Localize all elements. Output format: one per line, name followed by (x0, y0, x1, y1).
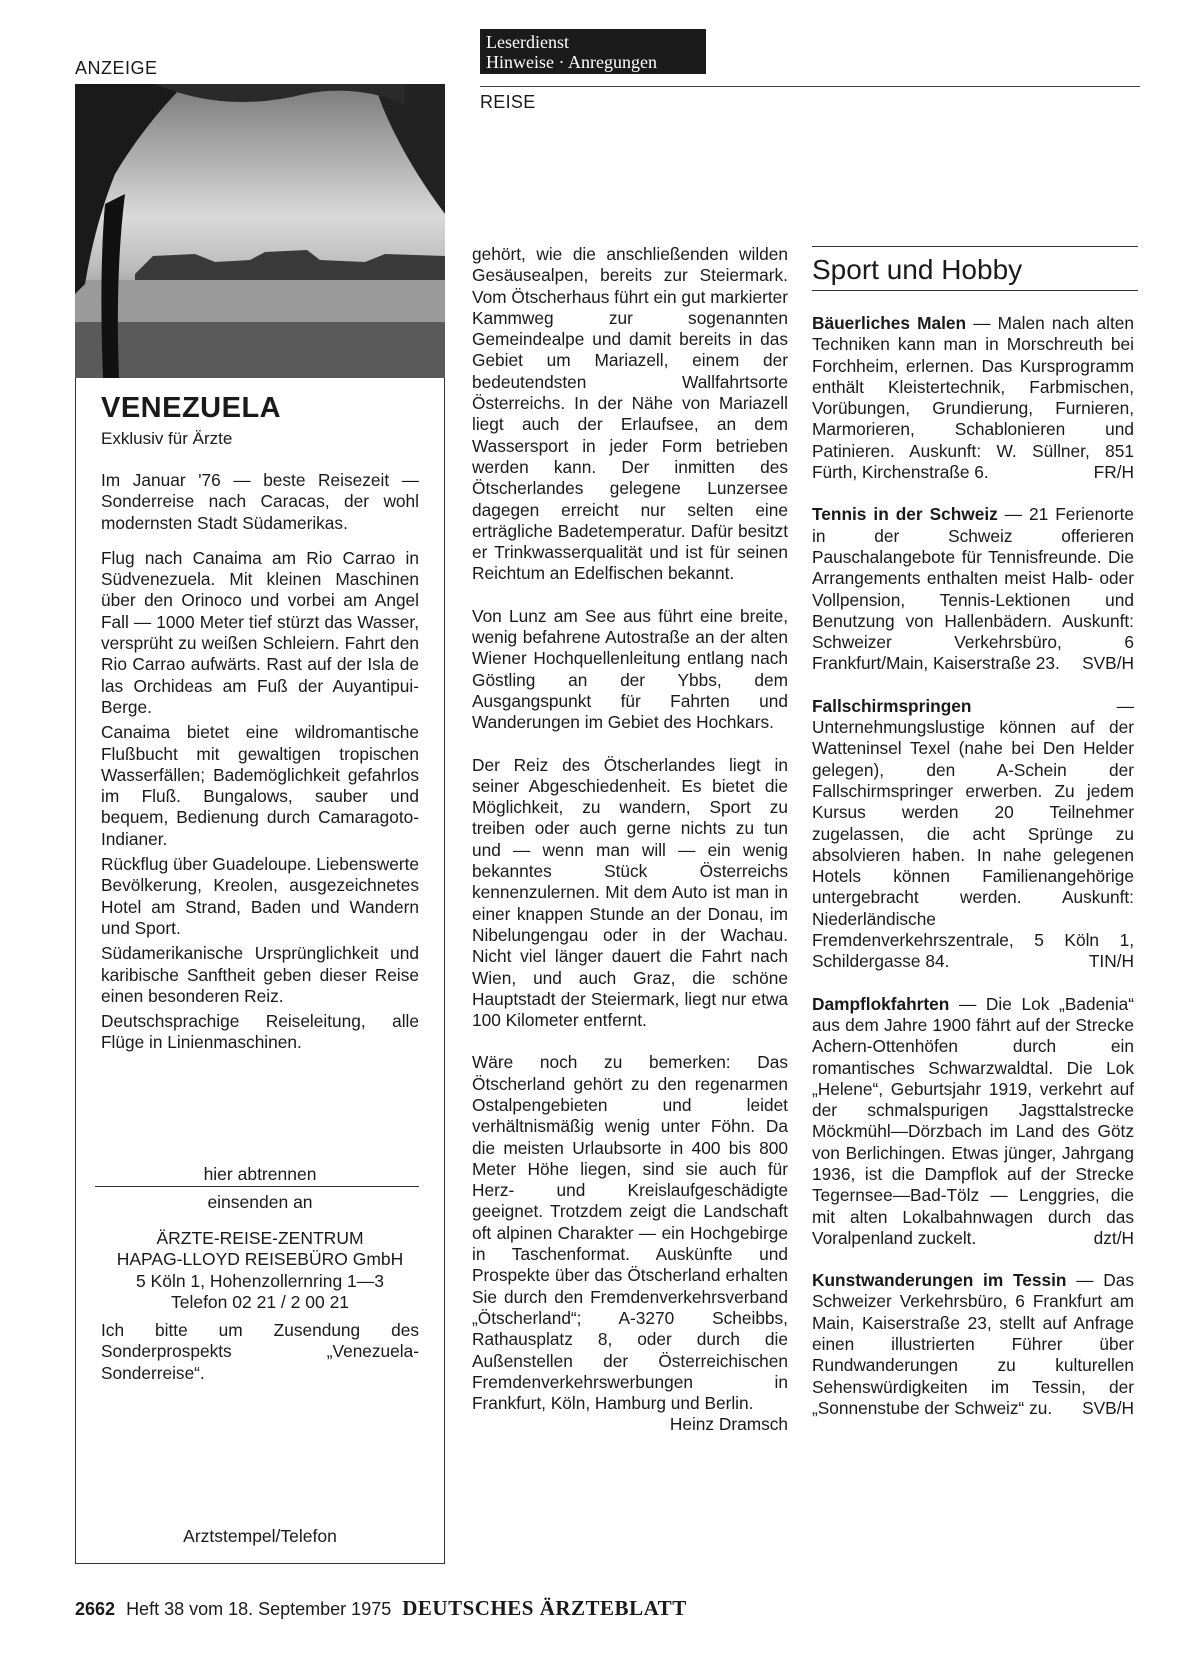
item-tag: SVB/H (1082, 653, 1134, 674)
section-rule-top (812, 246, 1138, 247)
item-text: — Unternehmungslustige können auf der Watteninsel Texel (nahe bei Den Helder gelegen), den A-Schein der Fallschirmspringer erwerben. Zu jedem Kursus werden 20 Teilnehmer zugelassen, die acht Sprünge zu absolvieren haben. In nahe gelegenen Hotels können Familienangehörige untergebracht werden. Auskunft: Niederländische Fremdenverkehrszentrale, 5 Köln 1, Schildergasse 84. (812, 695, 1134, 972)
item-tag: SVB/H (1082, 1397, 1134, 1418)
list-item (812, 313, 1134, 483)
item-tag: FR/H (1093, 462, 1134, 483)
ad-paragraph: Flug nach Canaima am Rio Carrao in Südvenezuela. Mit kleinen Maschinen über den Orinoco und vorbei am Angel Fall — 1000 Meter tief stürzt das Wasser, versprüht zu weißen Schleiern. Fahrt den Rio Carrao aufwärts. Rast auf der Isla de las Orchideas am Fuß der Auyantipui-Berge. (101, 547, 419, 717)
item-text: — Das Schweizer Verkehrsbüro, 6 Frankfurt am Main, Kaiserstraße 23, stellt auf Anfrage einen illustrierten Führer über Rundwanderungen zu kulturellen Sehenswürdigkeiten im Tessin, der „Sonnenstube der Schweiz“ zu. (812, 1270, 1134, 1418)
issue-info: Heft 38 vom 18. September 1975 (126, 1599, 392, 1619)
item-heading: Tennis in der Schweiz (812, 504, 998, 525)
ad-body (101, 470, 419, 1058)
article-paragraph: Wäre noch zu bemerken: Das Ötscherland gehört zu den regenarmen Ostalpengebieten und leidet verhältnismäßig wenig unter Föhn. Da die meisten Urlaubsorte in 400 bis 800 Meter Höhe liegen, sind sie auch für Herz- und Kreislaufgeschädigte geeignet. Trotzdem zeigt die Landschaft oft alpinen Charakter — ein Hochgebirge in Taschenformat. Auskünfte und Prospekte über das Ötscherland erhalten Sie durch den Fremdenverkehrsverband „Ötscherland“; A-3270 Scheibbs, Rathausplatz 8, oder durch die Außenstellen der Österreichischen Fremdenverkehrswerbungen in Frankfurt, Köln, Hamburg und Berlin. (472, 1052, 788, 1414)
list-item (812, 1270, 1134, 1419)
leserdienst-line1: Leserdienst (486, 32, 569, 52)
magazine-name: DEUTSCHES ÄRZTEBLATT (402, 1596, 687, 1620)
list-item (812, 696, 1134, 973)
item-heading: Fallschirmspringen (812, 695, 972, 716)
article-author: Heinz Dramsch (669, 1414, 788, 1435)
item-heading: Dampflokfahrten (812, 993, 950, 1014)
item-heading: Kunstwanderungen im Tessin (812, 1270, 1067, 1291)
stamp-field-label: Arztstempel/Telefon (183, 1526, 337, 1546)
venezuela-photo (75, 84, 445, 378)
section-rule-bottom (812, 290, 1138, 291)
section-title: Sport und Hobby (812, 254, 1023, 285)
send-to-label: einsenden an (207, 1192, 313, 1212)
address-line: ÄRZTE-REISE-ZENTRUM (156, 1228, 364, 1248)
header-rule (480, 86, 1140, 87)
sport-hobby-list (812, 313, 1134, 1440)
item-tag: dzt/H (1093, 1227, 1134, 1248)
item-text: — Malen nach alten Techniken kann man in Morschreuth bei Forchheim, erlernen. Das Kursprogramm enthält Kleistertechnik, Farbmischen, Vorübungen, Grundierung, Furnieren, Marmorieren, Schablonieren und Patinieren. Auskunft: W. Süllner, 851 Fürth, Kirchenstraße 6. (812, 313, 1134, 483)
request-text: Ich bitte um Zusendung des Sonderprospekts „Venezuela-Sonderreise“. (101, 1320, 419, 1383)
item-tag: TIN/H (1088, 951, 1134, 972)
address-line: Telefon 02 21 / 2 00 21 (170, 1291, 350, 1312)
ad-paragraph: Im Januar '76 — beste Reisezeit — Sonderreise nach Caracas, der wohl modernsten Stadt Südamerikas. (101, 470, 419, 533)
item-text: — Die Lok „Badenia“ aus dem Jahre 1900 fährt auf der Strecke Achern-Ottenhöfen durch ein romantisches Schwarzwaldtal. Die Lok „Helene“, Geburtsjahr 1919, verkehrt auf der schmalspurigen Jagsttalstrecke Möckmühl—Dörzbach im Land des Götz von Berlichingen. Etwas jünger, Jahrgang 1936, ist die Dampflok auf der Strecke Tegernsee—Bad-Tölz — Lenggries, die mit alten Lokalbahnwagen durch das Voralpenland zuckelt. (812, 993, 1134, 1248)
address-line: HAPAG-LLOYD REISEBÜRO GmbH (116, 1249, 404, 1270)
ad-address (101, 1228, 419, 1313)
item-heading: Bäuerliches Malen (812, 313, 967, 333)
leserdienst-line2: Hinweise · Anregungen (486, 52, 657, 72)
ad-subtitle: Exklusiv für Ärzte (101, 429, 233, 448)
section-label-reise: REISE (480, 92, 536, 112)
article-oetscherland (472, 244, 788, 1436)
page-footer (75, 1596, 687, 1621)
address-line: 5 Köln 1, Hohenzollernring 1—3 (135, 1270, 385, 1291)
ad-paragraph: Rückflug über Guadeloupe. Liebenswerte Bevölkerung, Kreolen, ausgezeichnetes Hotel am Strand, Baden und Wandern und Sport. (101, 854, 419, 938)
cut-here-label: hier abtrennen (203, 1164, 317, 1184)
list-item (812, 504, 1134, 674)
ad-paragraph: Canaima bietet eine wildromantische Flußbucht mit gewaltigen tropischen Wasserfällen; Bademöglichkeit gefahrlos im Fluß. Bungalows, sauber und bequem, Bedienung durch Camaragoto-Indianer. (101, 722, 419, 849)
ad-paragraph: Südamerikanische Ursprünglichkeit und karibische Sanftheit geben dieser Reise einen besonderen Reiz. (101, 943, 419, 1006)
article-paragraph-last (472, 1052, 788, 1435)
article-paragraph: Der Reiz des Ötscherlandes liegt in seiner Abgeschiedenheit. Es bietet die Möglichkeit, zu wandern, Sport zu treiben oder auch gerne nichts zu tun und — wenn man will — ein wenig bekanntes Stück Österreichs kennenzulernen. Mit dem Auto ist man in einer knappen Stunde an der Donau, im Nibelungengau oder in der Wachau. Nicht viel länger dauert die Fahrt nach Wien, und auch Graz, die schöne Hauptstadt der Steiermark, liegt nur etwa 100 Kilometer entfernt. (472, 754, 788, 1031)
ad-paragraph: Deutschsprachige Reiseleitung, alle Flüge in Linienmaschinen. (101, 1011, 419, 1053)
cut-line (95, 1186, 419, 1187)
article-paragraph: gehört, wie die anschließenden wilden Gesäusealpen, bereits zur Steiermark. Vom Ötscherhaus führt ein gut markierter Kammweg zur sogenannten Gemeindealpe und damit bereits in das Gebiet um Mariazell, einem der bedeutendsten Wallfahrtsorte Österreichs. In der Nähe von Mariazell liegt auch der Erlaufsee, an dem Wassersport in jeder Form betrieben werden kann. Der inmitten des Ötscherlandes gelegene Lunzersee dagegen erreicht nur selten eine erträgliche Badetemperatur. Dafür besitzt er Trinkwasserqualität und ist für seinen Reichtum an Edelfischen bekannt. (472, 244, 788, 584)
page-number: 2662 (75, 1599, 116, 1619)
list-item (812, 994, 1134, 1250)
ad-title: VENEZUELA (101, 392, 282, 424)
leserdienst-box (480, 29, 706, 74)
item-text: — 21 Ferienorte in der Schweiz offerieren Pauschalangebote für Tennisfreunde. Die Arrangements enthalten meist Halb- oder Vollpension, Tennis-Lektionen und Benutzung von Hallenbädern. Auskunft: Schweizer Verkehrsbüro, 6 Frankfurt/Main, Kaiserstraße 23. (812, 504, 1134, 674)
article-paragraph: Von Lunz am See aus führt eine breite, wenig befahrene Autostraße an der alten Wiener Hochquellenleitung entlang nach Göstling an der Ybbs, dem Ausgangspunkt für Fahrten und Wanderungen im Gebiet des Hochkars. (472, 605, 788, 733)
advertisement-label: ANZEIGE (75, 58, 158, 78)
